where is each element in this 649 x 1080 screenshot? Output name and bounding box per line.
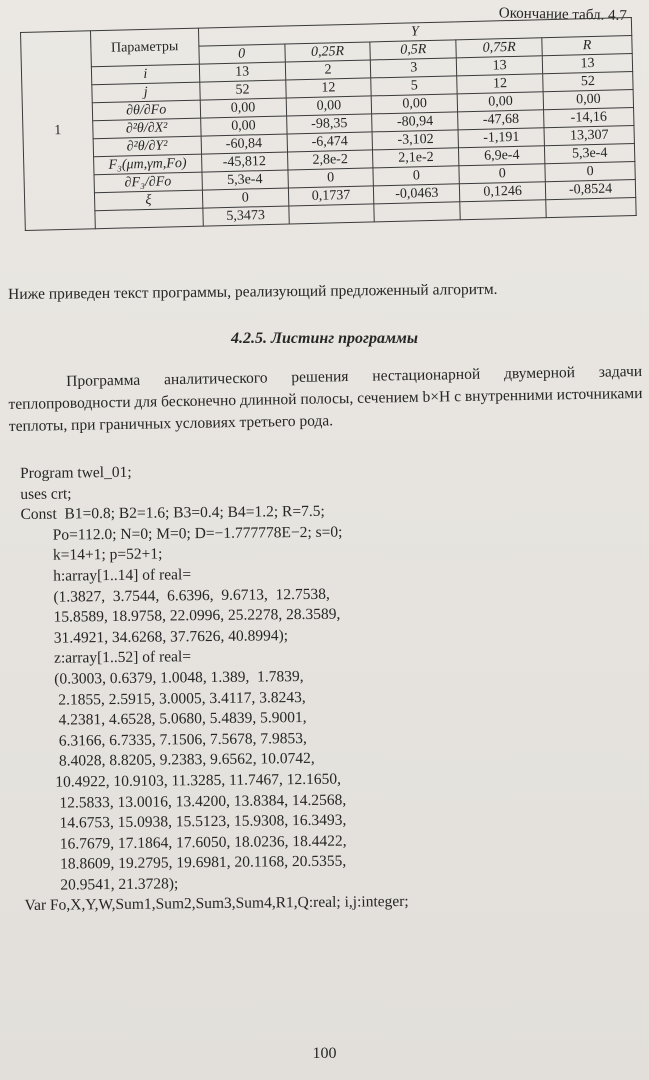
table-cell: -14,16 (544, 108, 634, 128)
table-cell: 52 (199, 80, 285, 100)
column-header: 0 (199, 44, 285, 64)
code-line: k=14+1; p=52+1; (52, 545, 163, 565)
table-cell: 3 (371, 58, 457, 78)
table-cell: 0 (459, 164, 545, 184)
table-cell: -98,35 (286, 114, 372, 134)
table-cell: 5,3473 (203, 206, 289, 226)
table-cell: -6,474 (287, 132, 373, 152)
code-line: 12.5833, 13.0016, 13.4200, 13.8384, 14.2568, (55, 791, 347, 812)
code-line: z:array[1..52] of real= (53, 648, 192, 667)
table-cell: 6,9e-4 (459, 146, 545, 166)
row-parameter-label: F₃(μm,γm,Fo) (93, 154, 201, 175)
y-header: Y (198, 18, 632, 47)
code-line: 2.1855, 2.5915, 3.0005, 3.4117, 3.8243, (54, 688, 306, 709)
code-line: uses crt; (20, 485, 72, 503)
column-header: R (542, 36, 632, 56)
parameters-table (20, 17, 637, 231)
code-line: 15.8589, 18.9758, 22.0996, 25.2278, 28.3589, (53, 605, 341, 626)
code-line: h:array[1..14] of real= (53, 566, 192, 585)
code-line: 16.7679, 17.1864, 17.6050, 18.0236, 18.4422, (55, 832, 347, 853)
table-cell: 0,00 (200, 98, 286, 118)
table-cell: 0 (545, 162, 635, 182)
table-cell: 0,00 (543, 90, 633, 110)
table-cell: 5 (371, 76, 457, 96)
row-parameter-label: j (92, 82, 200, 103)
table-cell: -60,84 (201, 134, 287, 154)
table-cell: 13 (457, 56, 543, 76)
table-cell: 13 (542, 54, 632, 74)
table-cell: 5,3e-4 (545, 144, 635, 164)
table-cell: 0,00 (457, 92, 543, 112)
row-parameter-label (95, 208, 203, 229)
code-line: 6.3166, 6.7335, 7.1506, 7.5678, 7.9853, (54, 729, 307, 750)
program-description-text: Программа аналитического решения нестационарной двумерной задачи теплопроводности для бесконечно длинной полосы, сечением b×H с внутренними источниками теплоты, при граничных условиях третьего рода. (8, 362, 643, 435)
intro-sentence: Ниже приведен текст программы, реализующий предложенный алгоритм. (8, 280, 498, 303)
column-header: 0,75R (456, 38, 542, 58)
table-cell (460, 200, 546, 220)
table-cell (374, 202, 460, 222)
code-line: Var Fo,X,Y,W,Sum1,Sum2,Sum3,Sum4,R1,Q:real; i,j:integer; (24, 893, 409, 915)
table-cell: 0,00 (200, 116, 286, 136)
table-cell: -45,812 (201, 152, 287, 172)
program-description (8, 361, 643, 438)
table-cell: 0,00 (372, 94, 458, 114)
row-parameter-label: ∂F₃/∂Fo (94, 172, 202, 193)
code-line: Const B1=0.8; B2=1.6; B3=0.4; B4=1.2; R=7.5; (20, 502, 325, 524)
table-cell: -0,8524 (545, 180, 635, 200)
code-line: 31.4921, 34.6268, 37.7626, 40.8994); (53, 626, 289, 647)
row-parameter-label: ∂²θ/∂X² (92, 118, 200, 139)
code-line: 14.6753, 15.0938, 15.5123, 15.9308, 16.3493, (55, 811, 347, 832)
page-number: 100 (312, 1045, 337, 1062)
table-cell: 0 (202, 188, 288, 208)
parameters-table-wrapper (20, 17, 637, 231)
table-cell: 5,3e-4 (202, 170, 288, 190)
table-cell: 0,1737 (288, 186, 374, 206)
table-cell (546, 198, 636, 218)
code-line: 20.9541, 21.3728); (56, 875, 179, 894)
row-parameter-label: i (91, 64, 199, 85)
table-caption: Окончание табл. 4.7 (498, 5, 627, 24)
table-cell: -3,102 (372, 130, 458, 150)
table-cell: 0,1246 (460, 182, 546, 202)
table-cell (288, 204, 374, 224)
code-line: Po=112.0; N=0; M=0; D=−1.777778E−2; s=0; (52, 523, 343, 544)
column-header: 0,25R (284, 42, 370, 62)
table-cell: 0,00 (286, 96, 372, 116)
table-cell: 2,8e-2 (287, 150, 373, 170)
table-cell: 2,1e-2 (373, 148, 459, 168)
table-cell: -80,94 (372, 112, 458, 132)
table-cell: 0 (373, 166, 459, 186)
table-cell: 52 (543, 72, 633, 92)
table-cell: -0,0463 (374, 184, 460, 204)
table-cell: 12 (457, 74, 543, 94)
table-cell: 2 (285, 60, 371, 80)
code-line: 8.4028, 8.8205, 9.2383, 9.6562, 10.0742, (55, 750, 315, 770)
code-line: 18.8609, 19.2795, 19.6981, 20.1168, 20.5355, (56, 852, 347, 873)
params-header: Параметры (90, 28, 199, 67)
code-line: Program twel_01; (20, 463, 132, 482)
column-header: 0,5R (370, 40, 456, 60)
table-cell: 12 (285, 78, 371, 98)
table-cell: -47,68 (458, 110, 544, 130)
table-cell: 0 (287, 168, 373, 188)
table-cell: 13 (199, 62, 285, 82)
code-line: 10.4922, 10.9103, 11.3285, 11.7467, 12.1650, (55, 770, 342, 791)
table-cell: -1,191 (458, 128, 544, 148)
program-listing (20, 458, 635, 917)
code-line: (0.3003, 0.6379, 1.0048, 1.389, 1.7839, (54, 667, 304, 688)
row-parameter-label: ∂²θ/∂Y² (93, 136, 201, 157)
code-line: (1.3827, 3.7544, 6.6396, 9.6713, 12.7538, (53, 585, 330, 606)
code-line: 4.2381, 4.6528, 5.0680, 5.4839, 5.9001, (54, 709, 307, 729)
table-cell: 13,307 (544, 126, 634, 146)
row-parameter-label: ξ (94, 190, 202, 211)
section-title: 4.2.5. Листинг программы (231, 330, 418, 347)
row-parameter-label: ∂θ/∂Fo (92, 100, 200, 121)
row-group-label: 1 (21, 31, 96, 231)
